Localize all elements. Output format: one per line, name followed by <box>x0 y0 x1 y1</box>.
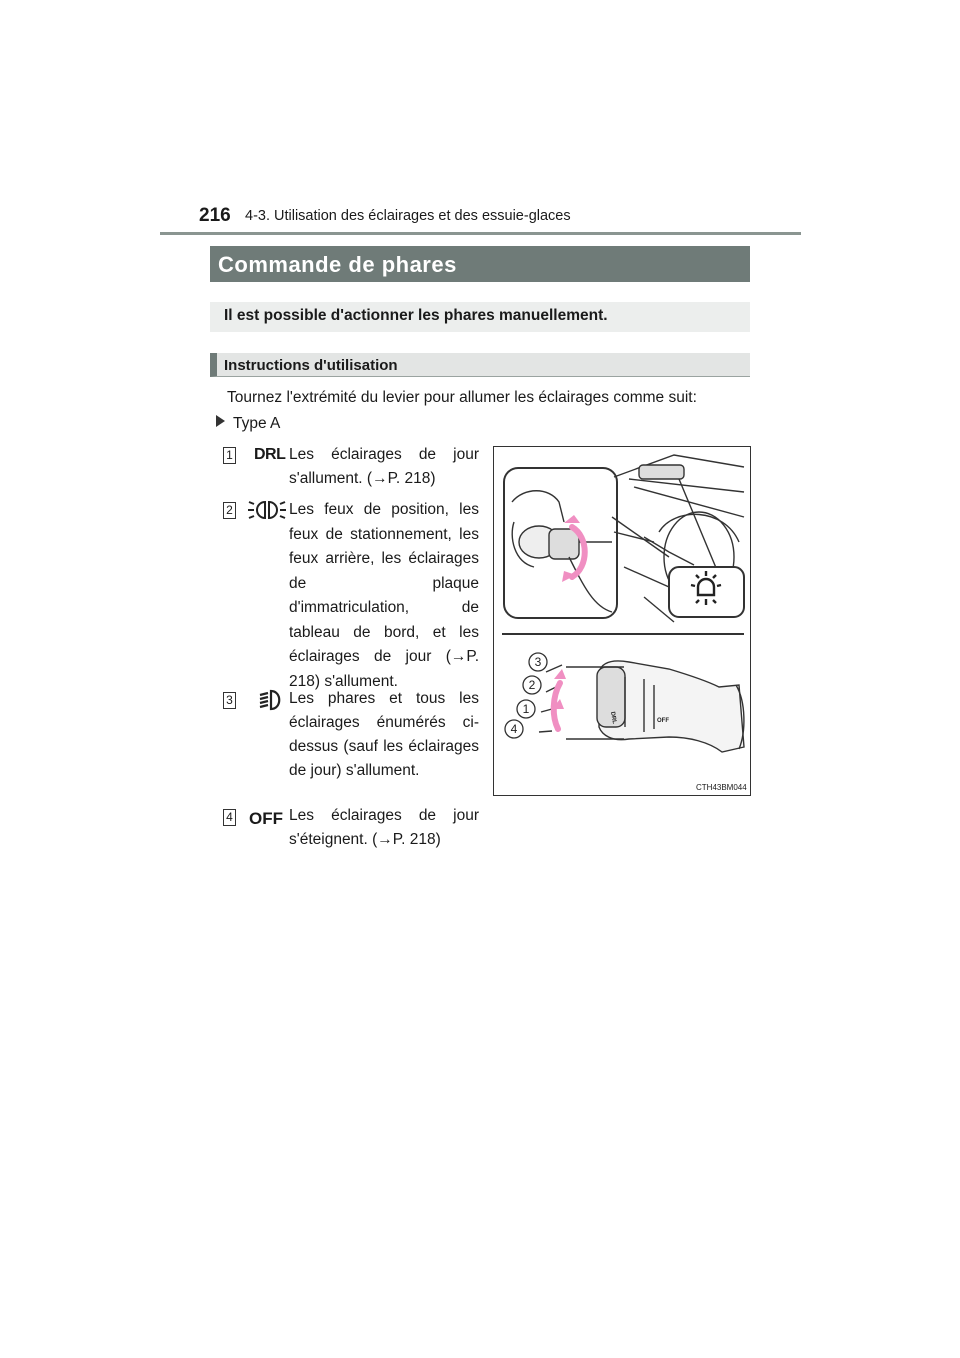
parking-lights-icon <box>247 498 287 522</box>
off-icon: OFF <box>249 809 283 828</box>
callout-1: 1 <box>522 702 530 716</box>
item-2-text: Les feux de position, les feux de stationnement, les feux arrière, les éclairages de plaque d'immatriculation, de tableau de bord, et les éclairages de jour (→P. 218) s'allument. <box>289 501 479 690</box>
section-title: Commande de phares <box>218 252 457 277</box>
drl-icon: DRL <box>254 446 286 463</box>
callout-4: 4 <box>510 722 518 736</box>
headlight-icon <box>258 688 284 712</box>
type-label-text: Type A <box>233 415 281 432</box>
subsection-title: Instructions d'utilisation <box>224 357 398 374</box>
intro-text: Il est possible d'actionner les phares manuellement. <box>224 307 608 324</box>
headlight-lever-illustration <box>494 447 750 795</box>
instruction-text: Tournez l'extrémité du levier pour allumer les éclairages comme suit: <box>227 389 697 406</box>
item-4-text: Les éclairages de jour s'éteignent. (→P. 218) <box>289 807 479 848</box>
header-rule <box>160 232 801 235</box>
item-4-number: 4 <box>223 809 236 826</box>
item-3-number: 3 <box>223 692 236 709</box>
item-2-number: 2 <box>223 502 236 519</box>
figure-frame <box>493 446 751 796</box>
page-number: 216 <box>199 205 231 226</box>
item-1-number: 1 <box>223 447 236 464</box>
lever-off-label: OFF <box>657 718 669 724</box>
callout-2: 2 <box>528 678 536 692</box>
type-label <box>216 415 280 433</box>
lever-drl-label: DRL <box>609 711 618 725</box>
item-1-text: Les éclairages de jour s'allument. (→P. 218) <box>289 446 479 487</box>
callout-3: 3 <box>534 655 542 669</box>
figure-caption: CTH43BM044 <box>696 783 747 792</box>
triangle-bullet-icon <box>216 415 225 427</box>
item-3-text: Les phares et tous les éclairages énumérés ci-dessus (sauf les éclairages de jour) s'allument. <box>289 690 479 779</box>
chapter-title: 4-3. Utilisation des éclairages et des essuie-glaces <box>245 208 571 224</box>
